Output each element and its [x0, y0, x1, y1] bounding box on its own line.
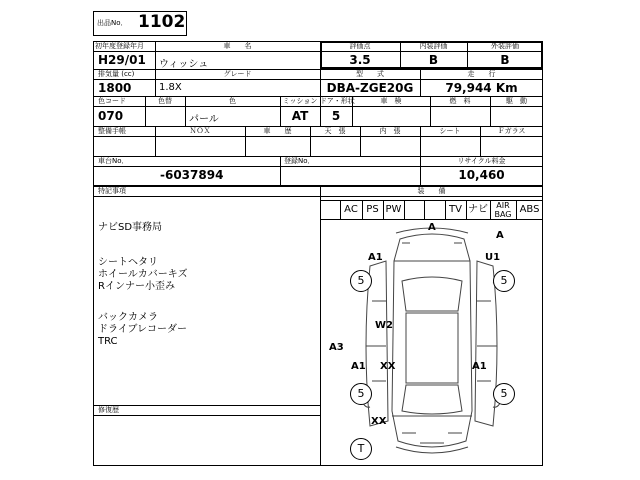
spare-tire: T	[350, 438, 372, 460]
front-glass-label: Ｆガラス	[497, 127, 526, 135]
equipment-label: 装 備	[417, 187, 446, 195]
equip-ac: AC	[344, 204, 358, 215]
rear-bumper	[396, 447, 468, 453]
color-code-label: 色コード	[98, 97, 126, 105]
damage-mark: A1	[368, 252, 383, 263]
notes-block-1	[98, 222, 162, 234]
tire-rear-left: 5	[350, 383, 372, 405]
note-line: TRC	[98, 336, 118, 347]
roof-lining-label: 天 張	[324, 127, 346, 135]
tire-rear-right: 5	[493, 383, 515, 405]
vehicle-history-label: 車 歴	[263, 127, 292, 135]
note-line: ナビSD事務局	[98, 222, 163, 233]
fuel-label: 燃 料	[449, 97, 471, 105]
car-name-value: ウィッシュ	[159, 59, 209, 70]
note-line: ドライブレコーダー	[98, 324, 187, 335]
model-code-label: 型 式	[356, 70, 384, 78]
lot-number: 1102	[138, 12, 186, 32]
equip-ps: PS	[366, 204, 379, 215]
car-damage-diagram	[320, 221, 543, 466]
recycle-fee-value: 10,460	[458, 168, 505, 182]
door-count-value: 5	[331, 109, 341, 123]
door-shape-label: ドア・形状	[320, 97, 355, 105]
grade-value: 1.8X	[159, 82, 182, 93]
displacement-label: 排気量 (cc)	[98, 70, 135, 78]
registration-number-label: 登録No．	[284, 157, 315, 165]
inspection-label: 車 検	[380, 97, 402, 105]
color-label: 色	[229, 97, 236, 105]
damage-mark: A1	[351, 361, 366, 372]
note-line: Rインナー小歪み	[98, 281, 175, 292]
equip-pw: PW	[385, 204, 402, 215]
mileage-label: 走 行	[467, 70, 496, 78]
first-registration-value: H29/01	[98, 53, 146, 67]
color-code-value: 070	[98, 109, 124, 123]
rear-window	[402, 385, 462, 414]
note-line: ホイールカバーキズ	[98, 269, 188, 280]
note-line: シートヘタリ	[98, 257, 158, 268]
notes-block-2	[98, 257, 188, 293]
grade-label: グレード	[223, 70, 252, 78]
interior-lining-label: 内 張	[379, 127, 401, 135]
car-body-outline	[392, 234, 472, 447]
transmission-label: ミッション	[282, 97, 318, 105]
damage-mark: A1	[472, 361, 487, 372]
damage-mark: A	[428, 222, 436, 233]
transmission-value: AT	[291, 109, 309, 123]
damage-mark: W2	[375, 320, 393, 331]
exterior-score-value: B	[500, 53, 510, 67]
chassis-number-value: -6037894	[160, 168, 224, 182]
interior-score-label: 内装評価	[419, 42, 448, 50]
chassis-number-label: 車台No．	[98, 157, 129, 165]
model-code-value: DBA-ZGE20G	[326, 81, 414, 95]
grade-score-label: 評価点	[349, 42, 371, 50]
equip-abs: ABS	[519, 204, 540, 215]
windshield	[402, 277, 462, 311]
roof	[406, 313, 458, 383]
car-name-label: 車 名	[223, 42, 252, 50]
mileage-value: 79,944 Km	[445, 81, 518, 95]
lot-box	[93, 11, 187, 36]
interior-score-value: B	[428, 53, 439, 67]
equip-tv: TV	[449, 204, 462, 215]
color-change-label: 色替	[158, 97, 172, 105]
note-line: バックカメラ	[98, 312, 158, 323]
recycle-fee-label: リサイクル料金	[457, 157, 506, 165]
drive-label: 駆 動	[506, 97, 527, 105]
lot-label: 出品No．	[97, 19, 128, 27]
equip-navi: ナビ	[468, 204, 488, 215]
damage-mark: U1	[485, 252, 501, 263]
repair-history-label: 修復歴	[98, 406, 119, 414]
notes-block-3	[98, 312, 187, 348]
maintenance-record-label: 整備手帳	[98, 127, 126, 135]
equip-airbag: AIR BAG	[494, 201, 512, 219]
displacement-value: 1800	[98, 81, 132, 95]
tire-front-left: 5	[350, 270, 372, 292]
color-value: パール	[189, 114, 219, 125]
damage-mark: A3	[329, 342, 344, 353]
exterior-score-label: 外装評価	[491, 42, 519, 50]
notes-label: 特記事項	[98, 187, 126, 195]
grade-score-value: 3.5	[349, 53, 371, 67]
first-registration-label: 初年度登録年月	[95, 42, 144, 50]
nox-label: ＮＯＸ	[189, 127, 211, 135]
damage-mark: XX	[380, 361, 396, 372]
seat-label: シート	[439, 127, 461, 135]
damage-mark: A	[496, 230, 504, 241]
damage-mark: XX	[371, 416, 387, 427]
tire-front-right: 5	[493, 270, 515, 292]
